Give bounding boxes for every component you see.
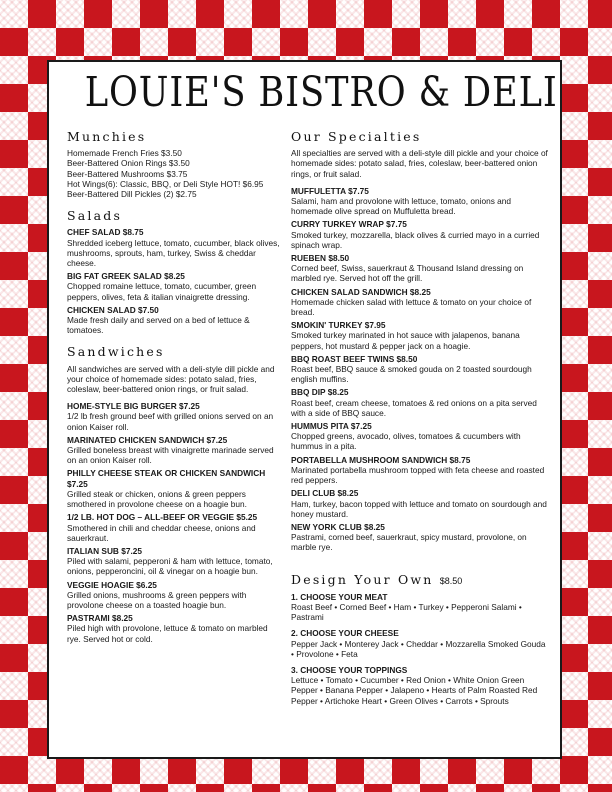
specialties-heading: Our Specialties	[291, 129, 422, 144]
item-name: BIG FAT GREEK SALAD $8.25	[67, 271, 185, 282]
sandwiches-intro: All sandwiches are served with a deli-style dill pickle and your choice of homemade sides: potato salad, fries, coleslaw, beer-battered onion rings, or fruit salad.	[67, 363, 275, 395]
menu-item	[291, 354, 549, 385]
right-column	[291, 129, 549, 718]
menu-item	[67, 271, 282, 302]
munchies-line: Beer-Battered Dill Pickles (2) $2.75	[67, 189, 197, 200]
item-name: BBQ DIP $8.25	[291, 387, 349, 398]
menu-item	[67, 468, 282, 509]
item-name: PORTABELLA MUSHROOM SANDWICH $8.75	[291, 454, 471, 465]
restaurant-title: LOUIE'S BISTRO & DELI	[84, 68, 558, 116]
design-your-own-section	[291, 571, 549, 706]
item-name: VEGGIE HOAGIE $6.25	[67, 579, 157, 590]
item-description: Smoked turkey marinated in hot sauce with jalapenos, banana peppers, hot mustard & pepper jack on a hoagie.	[291, 330, 520, 351]
item-description: Roast beef, cream cheese, tomatoes & red onions on a pita served with a side of BBQ sauce.	[291, 397, 537, 418]
menu-item	[291, 320, 549, 351]
menu-item	[291, 287, 549, 318]
specialties-section	[291, 129, 549, 553]
item-name: NEW YORK CLUB $8.25	[291, 521, 385, 532]
munchies-line: Homemade French Fries $3.50	[67, 148, 182, 159]
item-description: Ham, turkey, bacon topped with lettuce and tomato on sourdough and honey mustard.	[291, 498, 547, 519]
item-description: Smothered in chili and cheddar cheese, onions and sauerkraut.	[67, 522, 256, 543]
sandwiches-heading: Sandwiches	[67, 344, 165, 360]
item-description: Chopped romaine lettuce, tomato, cucumber, green peppers, olives, feta & italian vinaigrette dressing.	[67, 281, 257, 302]
menu-item	[291, 253, 549, 284]
design-step-options: Roast Beef • Corned Beef • Ham • Turkey • Pepperoni Salami • Pastrami	[291, 601, 522, 623]
munchies-heading: Munchies	[67, 129, 147, 144]
item-name: PHILLY CHEESE STEAK OR CHICKEN SANDWICH $7.25	[67, 468, 266, 489]
menu-item	[67, 435, 282, 466]
item-name: CHICKEN SALAD $7.50	[67, 304, 159, 315]
item-name: DELI CLUB $8.25	[291, 488, 359, 499]
item-description: Salami, ham and provolone with lettuce, tomato, onions and homemade olive spread on Muffuletta bread.	[291, 196, 511, 217]
item-name: MUFFULETTA $7.75	[291, 185, 369, 196]
menu-item	[67, 546, 282, 577]
item-description: Shredded iceberg lettuce, tomato, cucumber, black olives, mushrooms, sprouts, ham, turkey, Swiss & cheddar cheese.	[67, 237, 280, 269]
item-name: BBQ ROAST BEEF TWINS $8.50	[291, 353, 418, 364]
menu-item	[291, 421, 549, 452]
menu-item	[291, 186, 549, 217]
item-description: Pastrami, corned beef, sauerkraut, spicy mustard, provolone, on marble rye.	[291, 532, 527, 553]
item-description: Grilled steak or chicken, onions & green peppers smothered in provolone cheese on a hoagie bun.	[67, 488, 247, 510]
design-step-label: 2. CHOOSE YOUR CHEESE	[291, 628, 399, 639]
menu-item	[291, 522, 549, 553]
design-step-options: Pepper Jack • Monterey Jack • Cheddar • Mozzarella Smoked Gouda • Provolone • Feta	[291, 638, 546, 659]
item-description: Piled with salami, pepperoni & ham with lettuce, tomato, onions, pepperoncini, oil & vinegar on a hoagie bun.	[67, 556, 273, 577]
salads-heading: Salads	[67, 208, 123, 224]
item-description: Grilled onions, mushrooms & green peppers with provolone cheese on a toasted hoagie bun.	[67, 589, 247, 610]
sandwiches-section	[67, 344, 282, 644]
menu-item	[67, 401, 282, 432]
design-step-options: Lettuce • Tomato • Cucumber • Red Onion • White Onion Green Pepper • Banana Pepper • Jalapeno • Hearts of Palm Roasted Red Pepper • Artichoke Heart • Green Olives • Carrots • Sprouts	[291, 675, 538, 706]
item-name: ITALIAN SUB $7.25	[67, 545, 142, 556]
item-name: PASTRAMI $8.25	[67, 613, 133, 624]
munchies-line: Beer-Battered Onion Rings $3.50	[67, 158, 190, 169]
design-heading-text: Design Your Own	[291, 571, 434, 587]
menu-panel	[47, 60, 562, 759]
item-name: RUEBEN $8.50	[291, 253, 350, 264]
item-description: Chopped greens, avocado, olives, tomatoes & cucumbers with hummus in a pita.	[291, 431, 521, 452]
item-description: Homemade chicken salad with lettuce & tomato on your choice of bread.	[291, 296, 532, 318]
menu-item	[291, 488, 549, 519]
menu-item	[67, 512, 282, 543]
item-description: Piled high with provolone, lettuce & tomato on marbled rye. Served hot or cold.	[67, 623, 268, 644]
menu-item	[67, 227, 282, 268]
item-description: 1/2 lb fresh ground beef with grilled onions served on an onion Kaiser roll.	[67, 411, 274, 432]
item-description: Made fresh daily and served on a bed of lettuce & tomatoes.	[67, 315, 250, 336]
item-description: Smoked turkey, mozzarella, black olives & curried mayo in a curried spinach wrap.	[291, 229, 540, 250]
menu-item	[291, 387, 549, 418]
left-column	[67, 129, 282, 656]
item-description: Marinated portabella mushroom topped with feta cheese and roasted red peppers.	[291, 464, 545, 486]
design-step-label: 1. CHOOSE YOUR MEAT	[291, 591, 388, 602]
design-step-label: 3. CHOOSE YOUR TOPPINGS	[291, 664, 408, 675]
menu-item	[291, 219, 549, 250]
munchies-section	[67, 129, 282, 200]
item-name: HOME-STYLE BIG BURGER $7.25	[67, 401, 200, 412]
item-description: Grilled boneless breast with vinaigrette marinade served on an onion Kaiser roll.	[67, 445, 274, 466]
menu-item	[67, 613, 282, 644]
item-name: SMOKIN' TURKEY $7.95	[291, 320, 386, 331]
item-name: CHICKEN SALAD SANDWICH $8.25	[291, 286, 431, 297]
menu-item	[291, 455, 549, 486]
menu-item	[67, 580, 282, 611]
item-name: CHEF SALAD $8.75	[67, 227, 144, 238]
item-name: MARINATED CHICKEN SANDWICH $7.25	[67, 434, 228, 445]
munchies-line: Hot Wings(6): Classic, BBQ, or Deli Style HOT! $6.95	[67, 178, 264, 189]
item-name: CURRY TURKEY WRAP $7.75	[291, 219, 407, 230]
item-name: 1/2 LB. HOT DOG – ALL-BEEF OR VEGGIE $5.25	[67, 512, 258, 523]
salads-section	[67, 208, 282, 336]
item-name: HUMMUS PITA $7.25	[291, 421, 372, 432]
item-description: Corned beef, Swiss, sauerkraut & Thousand Island dressing on marbled rye. Served hot off the grill.	[291, 263, 524, 284]
design-price: $8.50	[439, 575, 463, 586]
menu-item	[67, 305, 282, 336]
specialties-intro: All specialties are served with a deli-style dill pickle and your choice of homemade sides: potato salad, fries, coleslaw, beer-battered onion rings, or fruit salad.	[291, 148, 548, 179]
item-description: Roast beef, BBQ sauce & smoked gouda on 2 toasted sourdough english muffins.	[291, 364, 532, 385]
munchies-line: Beer-Battered Mushrooms $3.75	[67, 168, 188, 179]
design-your-own-heading	[291, 571, 549, 587]
